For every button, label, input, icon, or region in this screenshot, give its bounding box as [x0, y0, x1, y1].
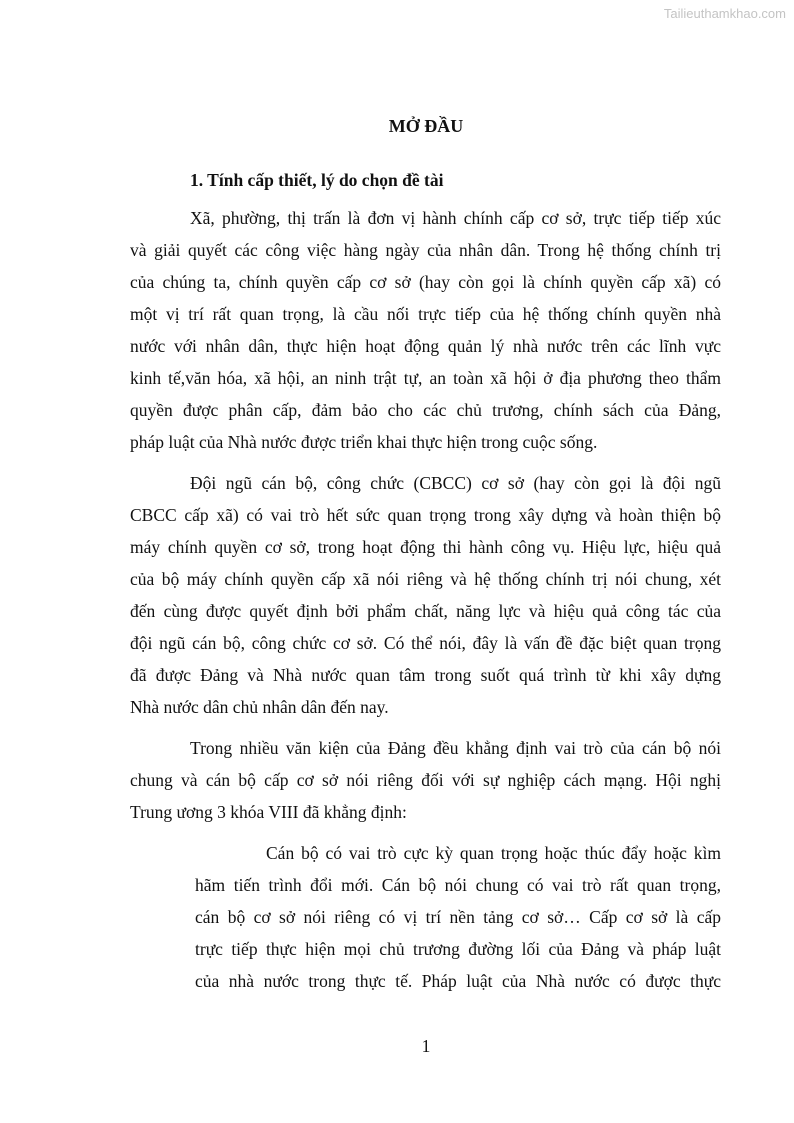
text-line: một vị trí rất quan trọng, là cầu nối trực tiếp của hệ thống chính quyền nhà	[130, 304, 721, 324]
text-line: pháp luật của Nhà nước được triển khai thực hiện trong cuộc sống.	[130, 432, 598, 452]
paragraph-2	[130, 467, 721, 723]
text-line: Trong nhiều văn kiện của Đảng đều khẳng định vai trò của cán bộ nói	[190, 738, 721, 758]
text-line: Trung ương 3 khóa VIII đã khẳng định:	[130, 802, 407, 822]
quote-line: Cán bộ có vai trò cực kỳ quan trọng hoặc thúc đẩy hoặc kìm	[266, 843, 721, 863]
text-line: CBCC cấp xã) có vai trò hết sức quan trọng trong xây dựng và hoàn thiện bộ	[130, 505, 721, 525]
watermark: Tailieuthamkhao.com	[663, 6, 786, 21]
paragraph-1	[130, 202, 721, 458]
text-line: kinh tế,văn hóa, xã hội, an ninh trật tự, an toàn xã hội ở địa phương theo thẩm	[130, 368, 721, 388]
text-line: của chúng ta, chính quyền cấp cơ sở (hay còn gọi là chính quyền cấp xã) có	[130, 272, 721, 292]
block-quote	[195, 837, 721, 997]
text-line: đến cùng được quyết định bởi phẩm chất, năng lực và hiệu quả công tác của	[130, 601, 721, 621]
text-line: Đội ngũ cán bộ, công chức (CBCC) cơ sở (hay còn gọi là đội ngũ	[190, 473, 721, 493]
text-line: của bộ máy chính quyền cấp xã nói riêng và hệ thống chính trị nói chung, xét	[130, 569, 721, 589]
text-line: Xã, phường, thị trấn là đơn vị hành chính cấp cơ sở, trực tiếp tiếp xúc	[190, 208, 721, 228]
quote-line: hãm tiến trình đổi mới. Cán bộ nói chung có vai trò rất quan trọng,	[195, 875, 721, 895]
quote-line: của nhà nước trong thực tế. Pháp luật của Nhà nước có được thực	[195, 971, 721, 991]
text-line: đã được Đảng và Nhà nước quan tâm trong suốt quá trình từ khi xây dựng	[130, 665, 721, 685]
section-heading: 1. Tính cấp thiết, lý do chọn đề tài	[190, 170, 444, 190]
quote-line: trực tiếp thực hiện mọi chủ trương đường lối của Đảng và pháp luật	[195, 939, 721, 959]
text-line: nước với nhân dân, thực hiện hoạt động quản lý nhà nước trên các lĩnh vực	[130, 336, 721, 356]
text-line: máy chính quyền cơ sở, trong hoạt động thi hành công vụ. Hiệu lực, hiệu quả	[130, 537, 721, 557]
text-line: Nhà nước dân chủ nhân dân đến nay.	[130, 697, 389, 717]
document-title: MỞ ĐẦU	[388, 116, 464, 136]
text-line: quyền được phân cấp, đảm bảo cho các chủ trương, chính sách của Đảng,	[130, 400, 721, 420]
text-line: chung và cán bộ cấp cơ sở nói riêng đối với sự nghiệp cách mạng. Hội nghị	[130, 770, 721, 790]
quote-line: cán bộ cơ sở nói riêng có vị trí nền tảng cơ sở… Cấp cơ sở là cấp	[195, 907, 721, 927]
text-line: và giải quyết các công việc hàng ngày của nhân dân. Trong hệ thống chính trị	[130, 240, 721, 260]
page-number: 1	[421, 1036, 431, 1056]
paragraph-3	[130, 732, 721, 828]
text-line: đội ngũ cán bộ, công chức cơ sở. Có thể nói, đây là vấn đề đặc biệt quan trọng	[130, 633, 721, 653]
